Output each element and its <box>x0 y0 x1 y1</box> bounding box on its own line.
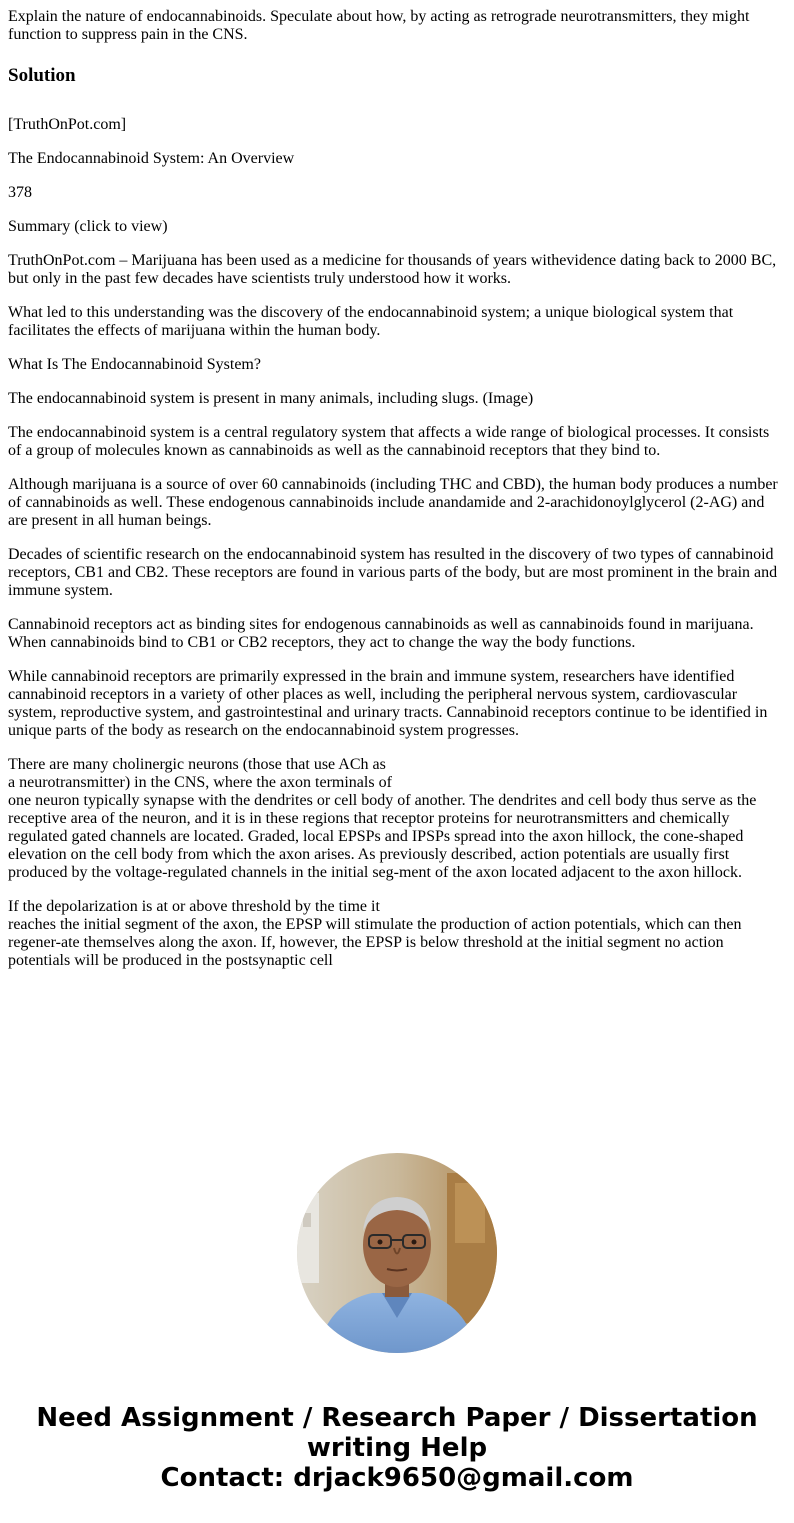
footer-line-1: Need Assignment / Research Paper / Dissertation <box>36 1403 758 1433</box>
article-title: The Endocannabinoid System: An Overview <box>8 150 295 167</box>
image-caption: The endocannabinoid system is present in many animals, including slugs. (Image) <box>8 390 534 407</box>
view-count: 378 <box>8 184 32 201</box>
solution-heading: Solution <box>8 65 76 86</box>
question-text: Explain the nature of endocannabinoids. Speculate about how, by acting as retrograde neurotransmitters, they might function to suppress pain in the CNS. <box>8 8 750 43</box>
paragraph: Cannabinoid receptors act as binding sites for endogenous cannabinoids as well as cannabinoids found in marijuana. When cannabinoids bind to CB1 or CB2 receptors, they act to change the way the body functions. <box>8 616 754 651</box>
paragraph: Decades of scientific research on the endocannabinoid system has resulted in the discovery of two types of cannabinoid receptors, CB1 and CB2. These receptors are found in various parts of the body, but are most prominent in the brain and immune system. <box>8 546 778 599</box>
footer-contact: Contact: drjack9650@gmail.com <box>160 1463 634 1493</box>
paragraph: While cannabinoid receptors are primarily expressed in the brain and immune system, researchers have identified cannabinoid receptors in a variety of other places as well, including the peripheral nervous system, cardiovascular system, reproductive system, and gastrointestinal and urinary tracts. Cannabinoid receptors continue to be identified in unique parts of the body as research on the endocannabinoid system progresses. <box>8 668 768 739</box>
footer-line-2: writing Help <box>306 1433 488 1463</box>
author-avatar <box>297 1153 497 1353</box>
author-portrait-image <box>297 1153 497 1353</box>
source-tag: [TruthOnPot.com] <box>8 116 127 133</box>
paragraph: What led to this understanding was the discovery of the endocannabinoid system; a unique biological system that facilitates the effects of marijuana within the human body. <box>8 304 734 339</box>
summary-toggle[interactable]: Summary (click to view) <box>8 218 168 235</box>
paragraph: The endocannabinoid system is a central regulatory system that affects a wide range of biological processes. It consists of a group of molecules known as cannabinoids as well as the cannabinoid receptors that they bind to. <box>8 424 770 459</box>
paragraph: Although marijuana is a source of over 60 cannabinoids (including THC and CBD), the human body produces a number of cannabinoids as well. These endogenous cannabinoids include anandamide and 2-arachidonoylglycerol (2-AG) and are present in all human beings. <box>8 476 778 529</box>
paragraph: There are many cholinergic neurons (those that use ACh as a neurotransmitter) in the CNS, where the axon terminals of one neuron typically synapse with the dendrites or cell body of another. The dendrites and cell body thus serve as the receptive area of the neuron, and it is in these regions that receptor proteins for neurotransmitters and chemically regulated gated channels are located. Graded, local EPSPs and IPSPs spread into the axon hillock, the cone-shaped elevation on the cell body from which the axon arises. As previously described, action potentials are usually first produced by the voltage-regulated channels in the initial seg-ment of the axon located adjacent to the axon hillock. <box>8 756 757 881</box>
document-body <box>8 8 786 986</box>
section-heading: What Is The Endocannabinoid System? <box>8 356 261 373</box>
paragraph: If the depolarization is at or above threshold by the time it reaches the initial segment of the axon, the EPSP will stimulate the production of action potentials, which can then regener-ate themselves along the axon. If, however, the EPSP is below threshold at the initial segment no action potentials will be produced in the postsynaptic cell <box>8 898 742 969</box>
paragraph: TruthOnPot.com – Marijuana has been used as a medicine for thousands of years withevidence dating back to 2000 BC, but only in the past few decades have scientists truly understood how it works. <box>8 252 777 287</box>
footer-banner <box>0 1403 794 1493</box>
